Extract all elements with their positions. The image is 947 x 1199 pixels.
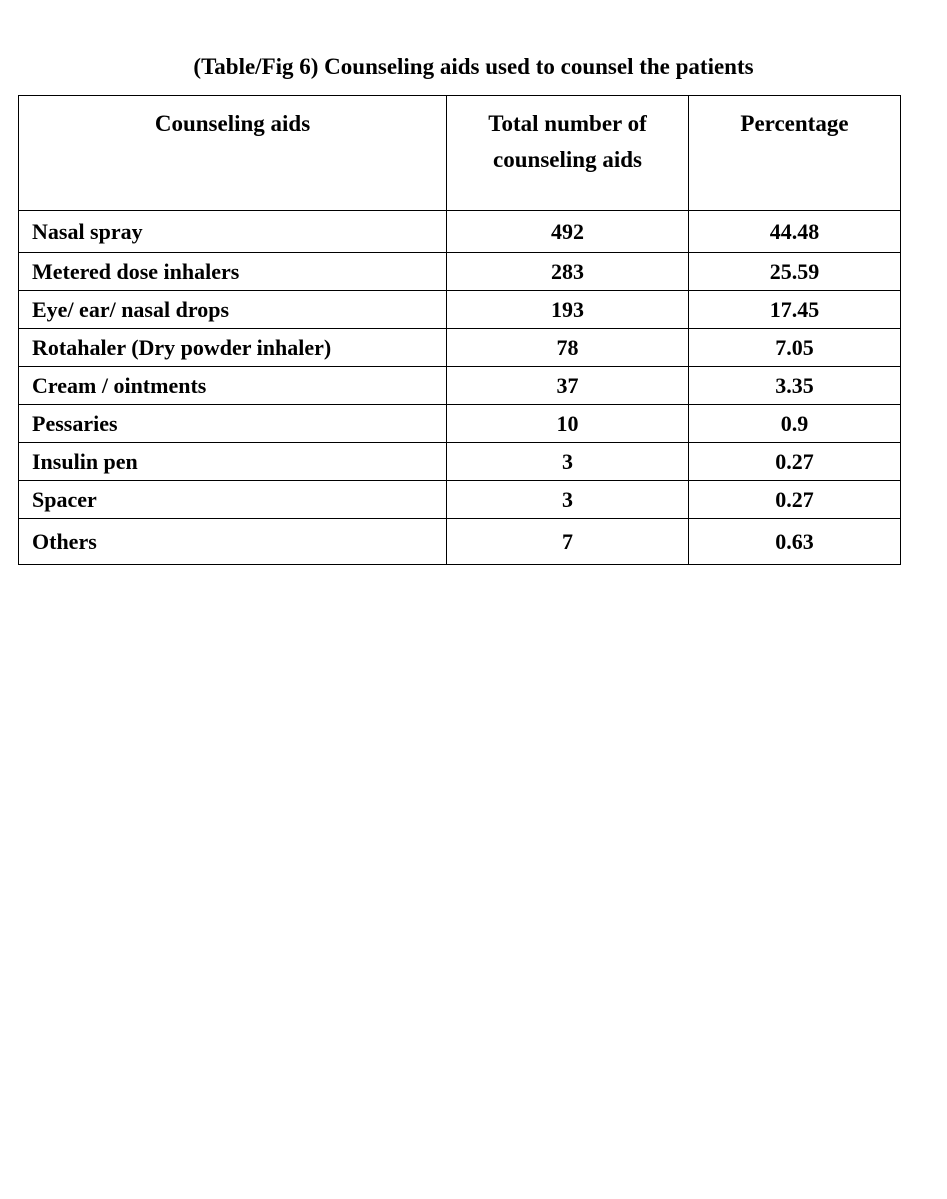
table-row: [19, 367, 901, 405]
cell-aid-name: Eye/ ear/ nasal drops: [19, 291, 447, 329]
cell-aid-name: Rotahaler (Dry powder inhaler): [19, 329, 447, 367]
table-body: [19, 211, 901, 565]
cell-percentage: 0.27: [689, 443, 901, 481]
cell-percentage: 0.27: [689, 481, 901, 519]
cell-total: 193: [447, 291, 689, 329]
cell-aid-name: Pessaries: [19, 405, 447, 443]
column-header-total: [447, 96, 689, 211]
cell-aid-name: Nasal spray: [19, 211, 447, 253]
cell-total: 492: [447, 211, 689, 253]
cell-total: 10: [447, 405, 689, 443]
counseling-aids-table: [18, 95, 901, 565]
table-header: [19, 96, 901, 211]
cell-percentage: 0.9: [689, 405, 901, 443]
cell-total: 3: [447, 481, 689, 519]
column-header-percentage: Percentage: [689, 96, 901, 211]
cell-percentage: 17.45: [689, 291, 901, 329]
cell-percentage: 7.05: [689, 329, 901, 367]
cell-total: 7: [447, 519, 689, 565]
column-header-counseling-aids: Counseling aids: [19, 96, 447, 211]
page-title: (Table/Fig 6) Counseling aids used to counsel the patients: [193, 54, 754, 79]
table-row: [19, 481, 901, 519]
table-row: [19, 211, 901, 253]
cell-percentage: 25.59: [689, 253, 901, 291]
cell-aid-name: Spacer: [19, 481, 447, 519]
table-header-row: [19, 96, 901, 211]
cell-aid-name: Cream / ointments: [19, 367, 447, 405]
cell-aid-name: Others: [19, 519, 447, 565]
column-header-total-line1: Total number of: [488, 111, 647, 136]
table-row: [19, 519, 901, 565]
table-row: [19, 443, 901, 481]
cell-total: 37: [447, 367, 689, 405]
cell-aid-name: Metered dose inhalers: [19, 253, 447, 291]
table-row: [19, 291, 901, 329]
cell-percentage: 44.48: [689, 211, 901, 253]
cell-total: 3: [447, 443, 689, 481]
column-header-total-line2: counseling aids: [493, 146, 642, 172]
cell-percentage: 3.35: [689, 367, 901, 405]
table-row: [19, 253, 901, 291]
cell-total: 78: [447, 329, 689, 367]
table-row: [19, 329, 901, 367]
cell-aid-name: Insulin pen: [19, 443, 447, 481]
cell-total: 283: [447, 253, 689, 291]
table-row: [19, 405, 901, 443]
cell-percentage: 0.63: [689, 519, 901, 565]
